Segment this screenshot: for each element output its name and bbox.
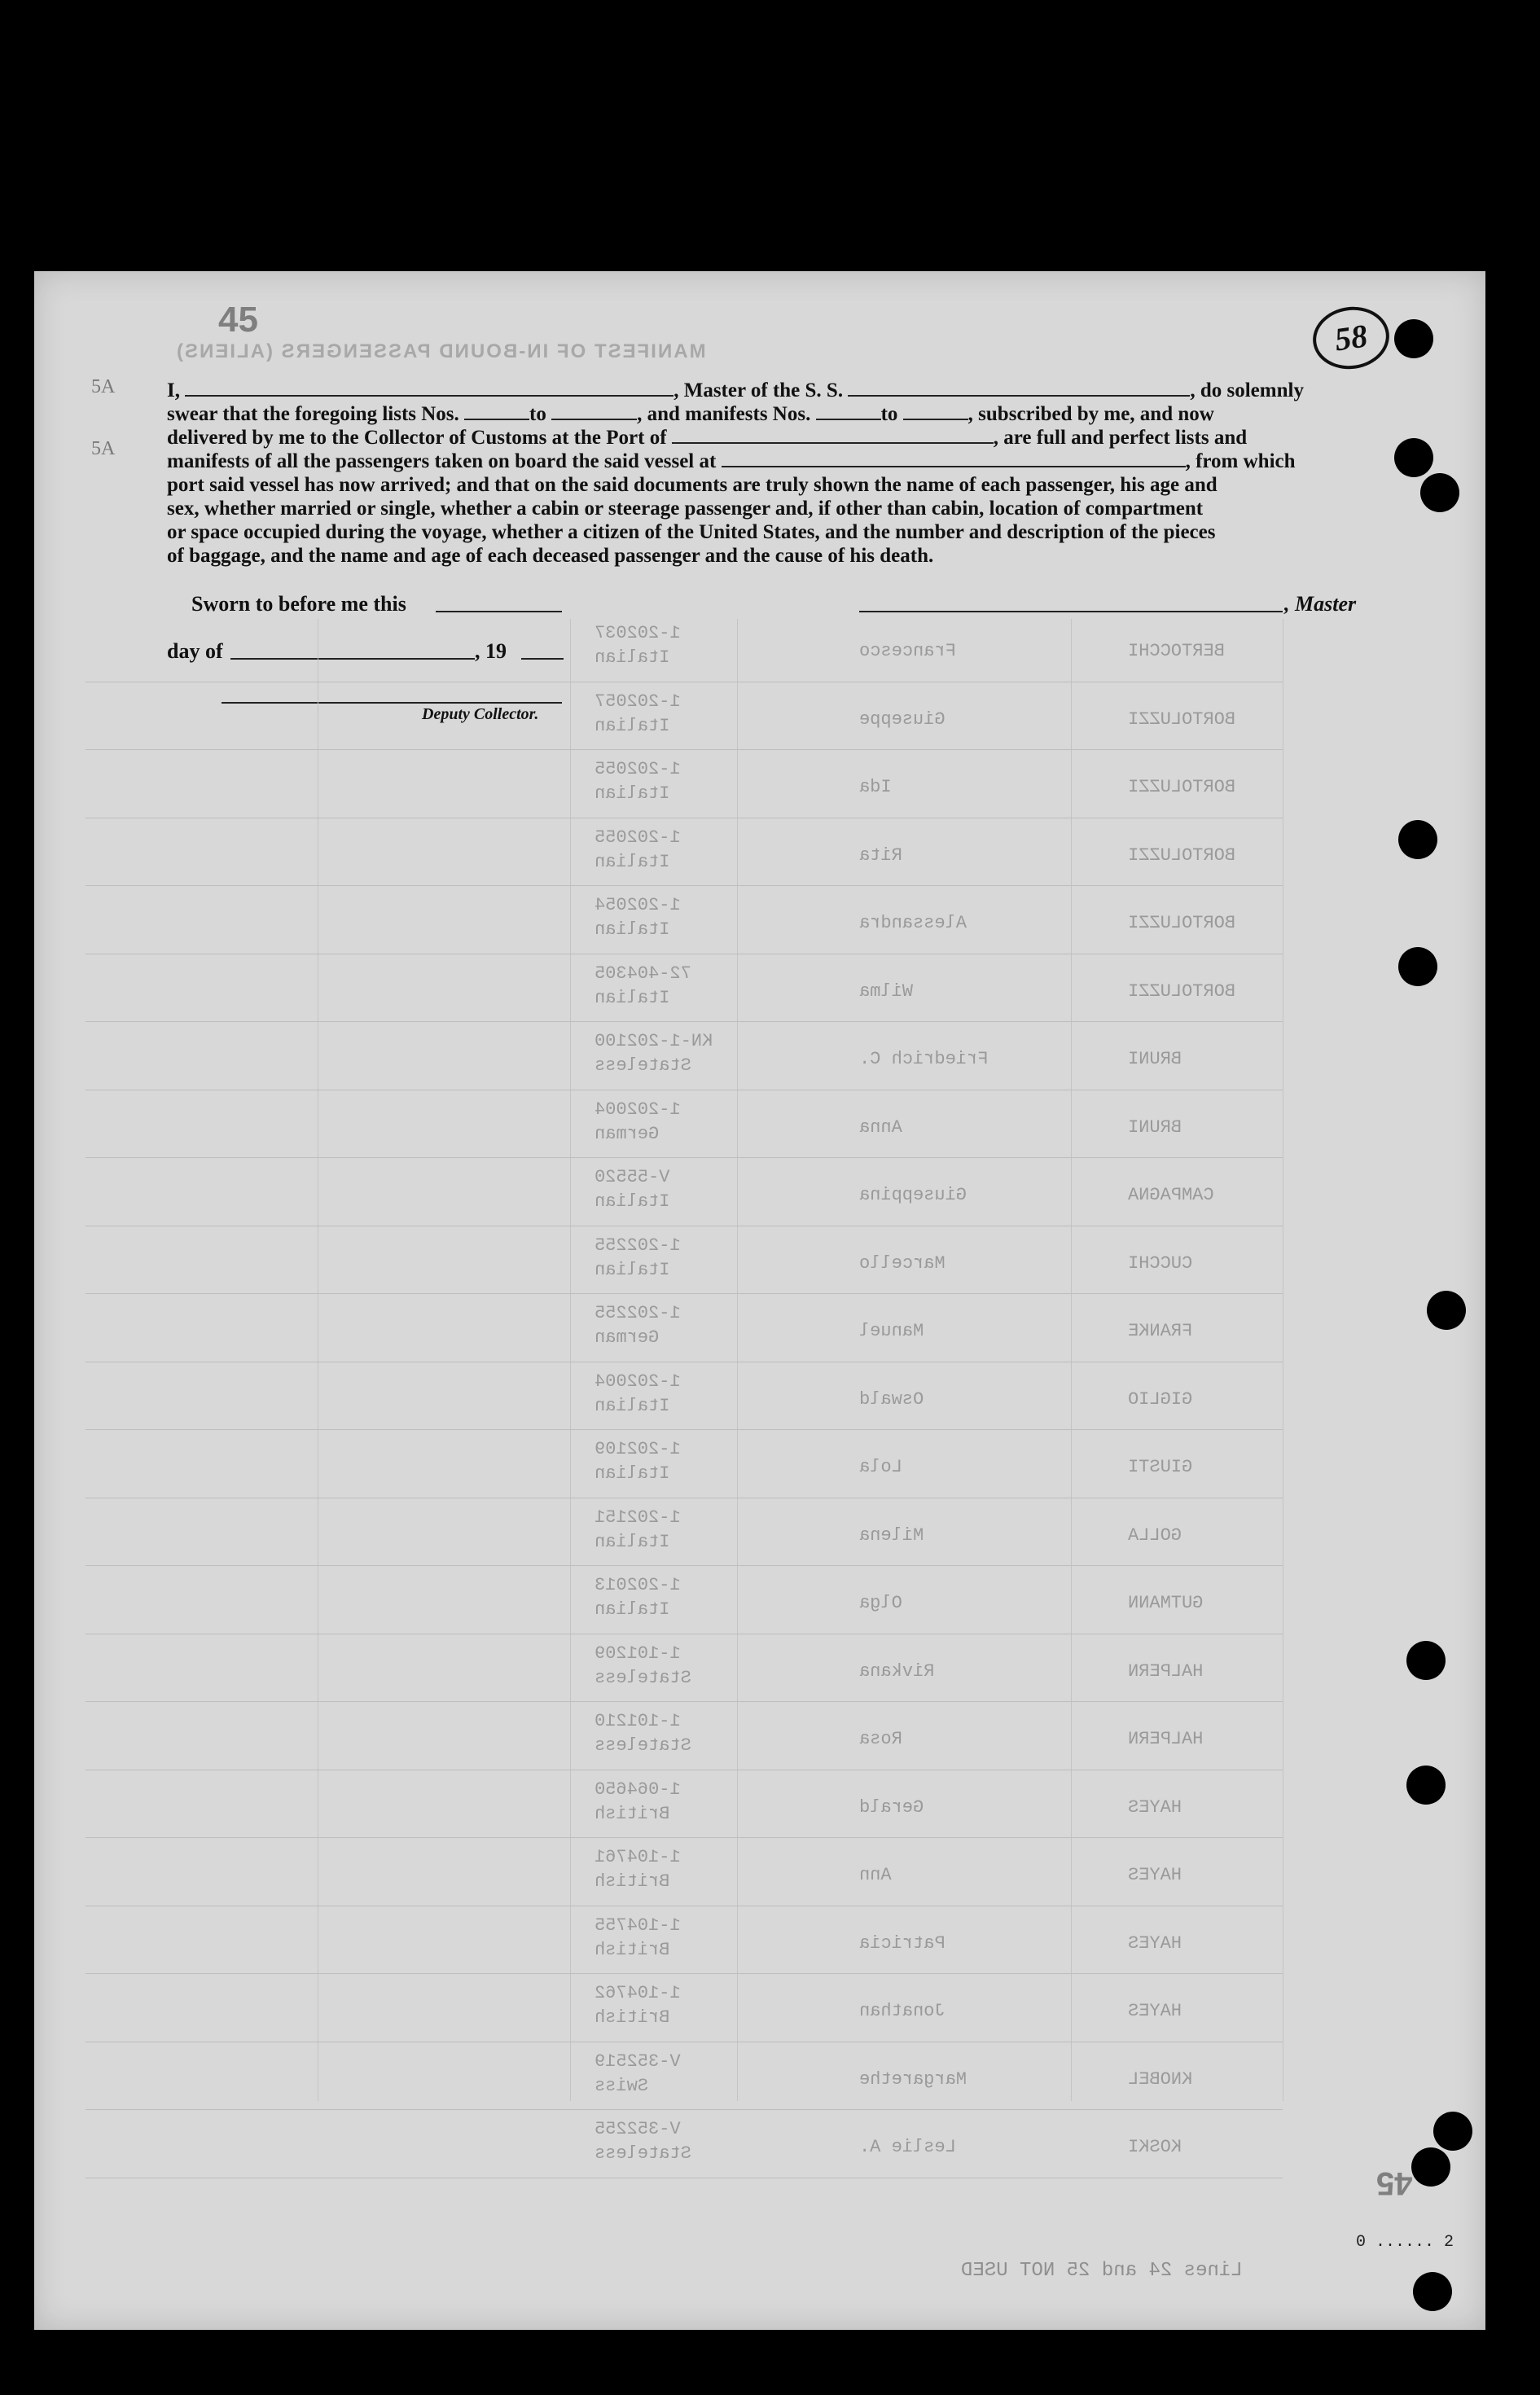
year-label: , 19 [475,639,507,663]
grid-row-line [86,1293,1283,1294]
oath-line-1 [167,379,1364,402]
ghost-code: 1-202054 [595,895,681,915]
ghost-surname: KNOBEL [1128,2068,1193,2090]
grid-row-line [86,2109,1283,2110]
ghost-code: 1-202037 [595,623,681,643]
oath-text: , do solemnly [1190,379,1304,401]
ghost-given-name: Manuel [859,1321,924,1341]
punch-hole [1406,1766,1446,1805]
ghost-surname: HAYES [1128,1932,1182,1954]
ghost-given-name: Oswald [859,1388,924,1410]
ghost-nationality: British [595,1939,670,1960]
punch-hole [1398,820,1437,859]
ghost-nationality: Italian [595,987,670,1008]
oath-text: , are full and perfect lists and [993,427,1248,449]
punch-hole [1420,473,1459,512]
ghost-nationality: Italian [595,851,670,872]
oath-line-4 [167,450,1364,473]
ghost-surname: BORTOLUZZI [1128,980,1236,1002]
ghost-code: 1-101209 [595,1643,681,1664]
ghost-nationality: Italian [595,1599,670,1620]
manifest-sheet [34,271,1485,2330]
ghost-code: 1-202055 [595,827,681,848]
ghost-surname: GOLLA [1128,1524,1182,1546]
port-of-embarkation-blank [722,450,1186,467]
ghost-code: 1-202255 [595,1303,681,1323]
ghost-code: 1-202004 [595,1371,681,1392]
oath-text: , Master of the S. S. [673,379,844,401]
deputy-collector-label: Deputy Collector. [422,705,539,723]
deputy-signature-line [222,702,562,704]
lists-from-blank [464,402,529,420]
ghost-code: 1-104755 [595,1915,681,1936]
grid-column-line [570,619,571,2101]
margin-mark-2: 5A [91,438,116,459]
ghost-nationality: British [595,2007,670,2028]
ghost-code: 1-064650 [595,1779,681,1800]
manifests-to-blank [903,402,968,420]
day-of-blank [230,658,475,660]
manifests-from-blank [816,402,881,420]
ghost-given-name: Giuseppina [859,1185,967,1205]
ghost-nationality: Italian [595,919,670,940]
ghost-surname: BRUNI [1128,1049,1182,1069]
ghost-given-name: Milena [859,1524,924,1546]
oath-text: delivered by me to the Collector of Customs at the Port of [167,427,667,449]
oath-text: to [529,403,546,425]
master-label: , Master [1284,592,1357,616]
ghost-surname: BORTOLUZZI [1128,844,1236,866]
oath-text: to [880,403,898,425]
ghost-code: 1-101210 [595,1711,681,1731]
sworn-label: Sworn to before me this [191,592,406,616]
ghost-given-name: Rosa [859,1729,902,1749]
vessel-name-blank [848,379,1190,397]
ghost-code: 72-404305 [595,963,691,984]
oath-text: I, [167,379,180,401]
ghost-nationality: Italian [595,1395,670,1416]
oath-line-6: sex, whether married or single, whether a cabin or steerage passenger and, if other than cabin, location of compartment [167,498,1204,520]
ghost-nationality: Italian [595,647,670,668]
punch-hole [1427,1291,1466,1330]
ghost-given-name: Rita [859,844,902,866]
ghost-surname: GIUSTI [1128,1457,1193,1477]
bottom-page-ghost: 45 [1376,2165,1413,2201]
lists-to-blank [551,402,637,420]
ghost-surname: HAYES [1128,1796,1182,1818]
ghost-nationality: Stateless [595,2143,691,2164]
oath-line-3 [167,426,1364,450]
oath-line-5: port said vessel has now arrived; and that on the said documents are truly shown the name of each passenger, his age and [167,474,1218,496]
oath-text: manifests of all the passengers taken on board the said vessel at [167,450,717,472]
ghost-nationality: German [595,1123,660,1144]
ghost-nationality: Italian [595,1463,670,1484]
year-blank [521,658,564,660]
grid-row-line [86,1157,1283,1158]
master-signature-line [859,611,1283,612]
oath-text: , from which [1185,450,1296,472]
ghost-code: 1-202013 [595,1575,681,1595]
ghost-header: MANIFEST OF IN-BOUND PASSENGERS (ALIENS) [175,340,706,362]
grid-column-line [1071,619,1072,2101]
ghost-nationality: Italian [595,1259,670,1280]
oath-line-2 [167,402,1364,426]
grid-row-line [86,1429,1283,1430]
ghost-given-name: Giuseppe [859,708,945,730]
ghost-nationality: British [595,1871,670,1892]
ghost-given-name: Wilma [859,980,914,1002]
punch-hole [1394,438,1433,477]
oath-text: , and manifests Nos. [637,403,811,425]
grid-row-line [86,1021,1283,1022]
ghost-surname: GUTMANN [1128,1593,1204,1613]
punch-hole [1413,2272,1452,2311]
ghost-surname: CUCCHI [1128,1252,1193,1274]
ghost-nationality: Stateless [595,1735,691,1756]
ghost-code: V-352519 [595,2051,681,2072]
ghost-given-name: Leslie A. [859,2137,956,2157]
ghost-surname: BORTOLUZZI [1128,708,1236,730]
ghost-code: 1-104761 [595,1847,681,1867]
ghost-nationality: Stateless [595,1667,691,1688]
port-blank [672,426,994,444]
grid-row-line [86,1973,1283,1974]
ghost-given-name: Gerald [859,1796,924,1818]
ghost-surname: BORTOLUZZI [1128,777,1236,797]
master-oath [167,379,1364,568]
punch-hole [1394,319,1433,358]
ghost-surname: HALPERN [1128,1729,1204,1749]
ghost-given-name: Ida [859,777,892,797]
sworn-date-blank [436,611,562,612]
oath-line-7: or space occupied during the voyage, whether a citizen of the United States, and the number and description of the pieces [167,521,1216,543]
punch-hole [1398,947,1437,986]
day-of-label: day of [167,639,223,663]
ghost-code: 1-202004 [595,1099,681,1120]
ghost-given-name: Margarethe [859,2068,967,2090]
ghost-given-name: Francesco [859,641,956,661]
ghost-nationality: Italian [595,715,670,736]
ghost-surname: BORTOLUZZI [1128,913,1236,933]
oath-line-8: of baggage, and the name and age of each deceased passenger and the cause of his death. [167,545,934,567]
ghost-code: V-55520 [595,1167,670,1187]
ghost-nationality: Italian [595,1191,670,1212]
ghost-given-name: Olga [859,1593,902,1613]
ghost-given-name: Ann [859,1865,892,1885]
footer-note: Lines 24 and 25 NOT USED [961,2260,1243,2282]
ghost-surname: KOSKI [1128,2137,1182,2157]
ghost-given-name: Lola [859,1457,902,1477]
ghost-code: 1-202151 [595,1507,681,1528]
sheet-number: 58 [1309,302,1393,374]
ghost-code: 1-202055 [595,759,681,779]
ghost-nationality: Swiss [595,2075,649,2096]
ghost-code: 1-202255 [595,1235,681,1256]
punch-hole [1406,1641,1446,1680]
ghost-code: 1-202109 [595,1439,681,1459]
ghost-code: V-352255 [595,2119,681,2139]
ghost-surname: BRUNI [1128,1116,1182,1138]
grid-row-line [86,749,1283,750]
ghost-given-name: Alessandra [859,913,967,933]
margin-mark-1: 5A [91,376,116,397]
page-number-ghost: 45 [218,300,258,340]
grid-row-line [86,1701,1283,1702]
grid-row-line [86,1565,1283,1566]
ghost-nationality: Stateless [595,1055,691,1076]
punch-hole [1433,2112,1472,2151]
ghost-surname: FRANKE [1128,1321,1193,1341]
punch-hole [1411,2147,1450,2187]
ghost-given-name: Anna [859,1116,902,1138]
grid-column-line [737,619,738,2101]
ghost-surname: BERTOCCHI [1128,641,1225,661]
ghost-surname: GIGLIO [1128,1388,1193,1410]
ghost-code: 1-104762 [595,1983,681,2003]
grid-row-line [86,885,1283,886]
ghost-nationality: Italian [595,1531,670,1552]
ghost-nationality: Italian [595,783,670,804]
ghost-given-name: Marcello [859,1252,945,1274]
ghost-code: KN-1-202100 [595,1031,713,1051]
ghost-given-name: Patricia [859,1932,945,1954]
oath-text: swear that the foregoing lists Nos. [167,403,459,425]
ghost-surname: CAMPAGNA [1128,1185,1214,1205]
master-name-blank [185,379,673,397]
oath-text: , subscribed by me, and now [967,403,1214,425]
ghost-surname: HAYES [1128,1865,1182,1885]
ghost-surname: HALPERN [1128,1660,1204,1682]
grid-row-line [86,1837,1283,1838]
footer-dots: 0 ...... 2 [1356,2233,1454,2252]
ghost-given-name: Jonathan [859,2001,945,2021]
ghost-code: 1-202057 [595,691,681,712]
ghost-nationality: German [595,1327,660,1348]
ghost-surname: HAYES [1128,2001,1182,2021]
ghost-nationality: British [595,1803,670,1824]
ghost-given-name: Friedrich C. [859,1049,989,1069]
ghost-given-name: Rivkana [859,1660,935,1682]
